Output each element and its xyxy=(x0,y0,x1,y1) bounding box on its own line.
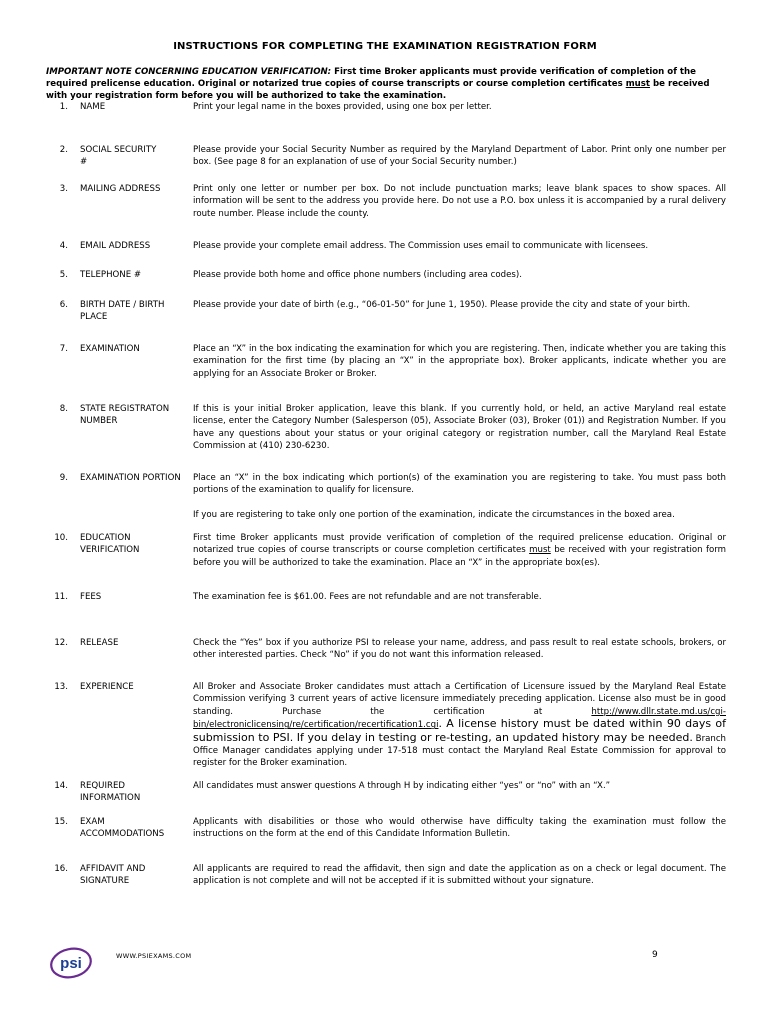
item-number: 3. xyxy=(59,184,68,194)
item-number: 2. xyxy=(59,145,68,155)
note-text-a: First time Broker applicants must provide verification of completion of the required prelicense education. Original or notarized true copies of course transcripts or course completion certificates xyxy=(46,67,696,89)
item-number: 10. xyxy=(54,533,68,543)
footer-website[interactable]: WWW.PSIEXAMS.COM xyxy=(116,952,192,960)
item-text xyxy=(193,532,726,569)
item-text: Check the “Yes” box if you authorize PSI to release your name, address, and pass result to real estate schools, brokers, or other interested parties. Check “No” if you do not want this information released. xyxy=(193,638,726,661)
item-number: 12. xyxy=(54,638,68,648)
item-text: Please provide your date of birth (e.g., “06-01-50” for June 1, 1950). Please provide the city and state of your birth. xyxy=(193,300,691,310)
item-text-a: All Broker and Associate Broker candidates must attach a Certification of Licensure issued by the Maryland Real Estate Commission verifying 3 current years of active licensure immediately preceding application. License also must be in good standing. Purchase the certification at xyxy=(193,682,726,717)
item-text: Applicants with disabilities or those who would otherwise have difficulty taking the examination must follow the instructions on the form at the end of this Candidate Information Bulletin. xyxy=(193,817,726,840)
item-text-emphasis: . A license history must be dated within 90 days of submission to PSI. If you delay in testing or re-testing, an updated history may be needed. xyxy=(193,717,726,744)
item-label: NAME xyxy=(80,102,106,112)
item-label: EXAMINATION xyxy=(80,344,140,354)
item-text-b: be received with your registration form before you will be authorized to take the examination. Place an “X” in the appropriate box(es). xyxy=(193,545,726,568)
item-text-a: First time Broker applicants must provide verification of completion of the required prelicense education. Original or notarized true copies of course transcripts or course completion certificates xyxy=(193,533,726,556)
item-must: must xyxy=(529,545,551,556)
item-label: FEES xyxy=(80,592,102,602)
item-label: RELEASE xyxy=(80,638,119,648)
item-text: Place an “X” in the box indicating the examination for which you are registering. Then, indicate whether you are taking this examination for the first time (by placing an “X” in the appropriate box). Broker applicants, indicate whether you are applying for an Associate Broker or Broker. xyxy=(193,344,726,379)
note-must: must xyxy=(625,79,651,89)
item-label: STATE REGISTRATON NUMBER xyxy=(80,404,170,427)
item-number: 15. xyxy=(54,817,68,827)
item-text: The examination fee is $61.00. Fees are not refundable and are not transferable. xyxy=(193,592,542,602)
item-text xyxy=(193,681,726,770)
item-text: All applicants are required to read the affidavit, then sign and date the application as on a check or legal document. The application is not complete and will not be accepted if it is submitted without your signature. xyxy=(193,864,726,887)
item-number: 13. xyxy=(54,682,68,692)
psi-logo xyxy=(49,946,93,980)
item-number: 7. xyxy=(59,344,68,354)
item-label: EXPERIENCE xyxy=(80,682,134,692)
item-text: Please provide both home and office phone numbers (including area codes). xyxy=(193,270,522,280)
item-number: 9. xyxy=(59,473,68,483)
item-number: 11. xyxy=(54,592,68,602)
item-number: 1. xyxy=(59,102,68,112)
item-number: 8. xyxy=(59,404,68,414)
item-text: Please provide your Social Security Number as required by the Maryland Department of Labor. Print only one number per box. (See page 8 for an explanation of use of your Social Security number.) xyxy=(193,145,726,168)
item-label: BIRTH DATE / BIRTH PLACE xyxy=(80,300,165,323)
item-text: Print only one letter or number per box. Do not include punctuation marks; leave blank spaces to show spaces. All information will be sent to the address you provide here. Do not use a P.O. box unless it is accompanied by a rural delivery route number. Please include the county. xyxy=(193,184,726,219)
page-title: INSTRUCTIONS FOR COMPLETING THE EXAMINATION REGISTRATION FORM xyxy=(173,41,597,52)
item-text: If this is your initial Broker application, leave this blank. If you currently hold, or held, an active Maryland real estate license, enter the Category Number (Salesperson (05), Associate Broker (03), Broker (01)) and Registration Number. If you have any questions about your status or your original category or registration number, call the Maryland Real Estate Commission at (410) 230-6230. xyxy=(193,404,726,452)
item-label: REQUIRED INFORMATION xyxy=(80,781,141,804)
item-text: Print your legal name in the boxes provided, using one box per letter. xyxy=(193,102,492,112)
note-lead: IMPORTANT NOTE CONCERNING EDUCATION VERIFICATION: xyxy=(46,67,332,77)
item-label: EMAIL ADDRESS xyxy=(80,241,151,251)
item-number: 6. xyxy=(59,300,68,310)
item-number: 4. xyxy=(59,241,68,251)
item-number: 16. xyxy=(54,864,68,874)
page-number: 9 xyxy=(652,950,658,960)
item-label: EXAM ACCOMMODATIONS xyxy=(80,817,165,840)
item-label: EDUCATION VERIFICATION xyxy=(80,533,140,556)
item-label: TELEPHONE # xyxy=(80,270,142,280)
item-number: 14. xyxy=(54,781,68,791)
item-text: Please provide your complete email address. The Commission uses email to communicate with licensees. xyxy=(193,241,649,251)
item-text: Place an “X” in the box indicating which portion(s) of the examination you are registering to take. You must pass both portions of the examination to qualify for licensure. xyxy=(193,473,726,496)
note-text-b: be received with your registration form before you will be authorized to take the examination. xyxy=(46,79,710,101)
certification-link[interactable]: http://www.dllr.state.md.us/cgi-bin/electroniclicensing/re/certification/recertification1.cgi xyxy=(193,706,726,731)
item-label: SOCIAL SECURITY # xyxy=(80,145,157,168)
item-text-b: Branch Office Manager candidates applying under 17-518 must contact the Maryland Real Estate Commission for approval to register for the Broker examination. xyxy=(193,733,726,769)
important-note xyxy=(46,66,726,102)
item-text-secondary: If you are registering to take only one portion of the examination, indicate the circumstances in the boxed area. xyxy=(193,510,675,520)
item-label: MAILING ADDRESS xyxy=(80,184,161,194)
item-number: 5. xyxy=(59,270,68,280)
psi-logo-text: psi xyxy=(60,955,82,972)
item-text: All candidates must answer questions A through H by indicating either “yes” or “no” with an “X.” xyxy=(193,781,611,791)
item-label: AFFIDAVIT AND SIGNATURE xyxy=(80,864,146,887)
item-label: EXAMINATION PORTION xyxy=(80,473,181,483)
